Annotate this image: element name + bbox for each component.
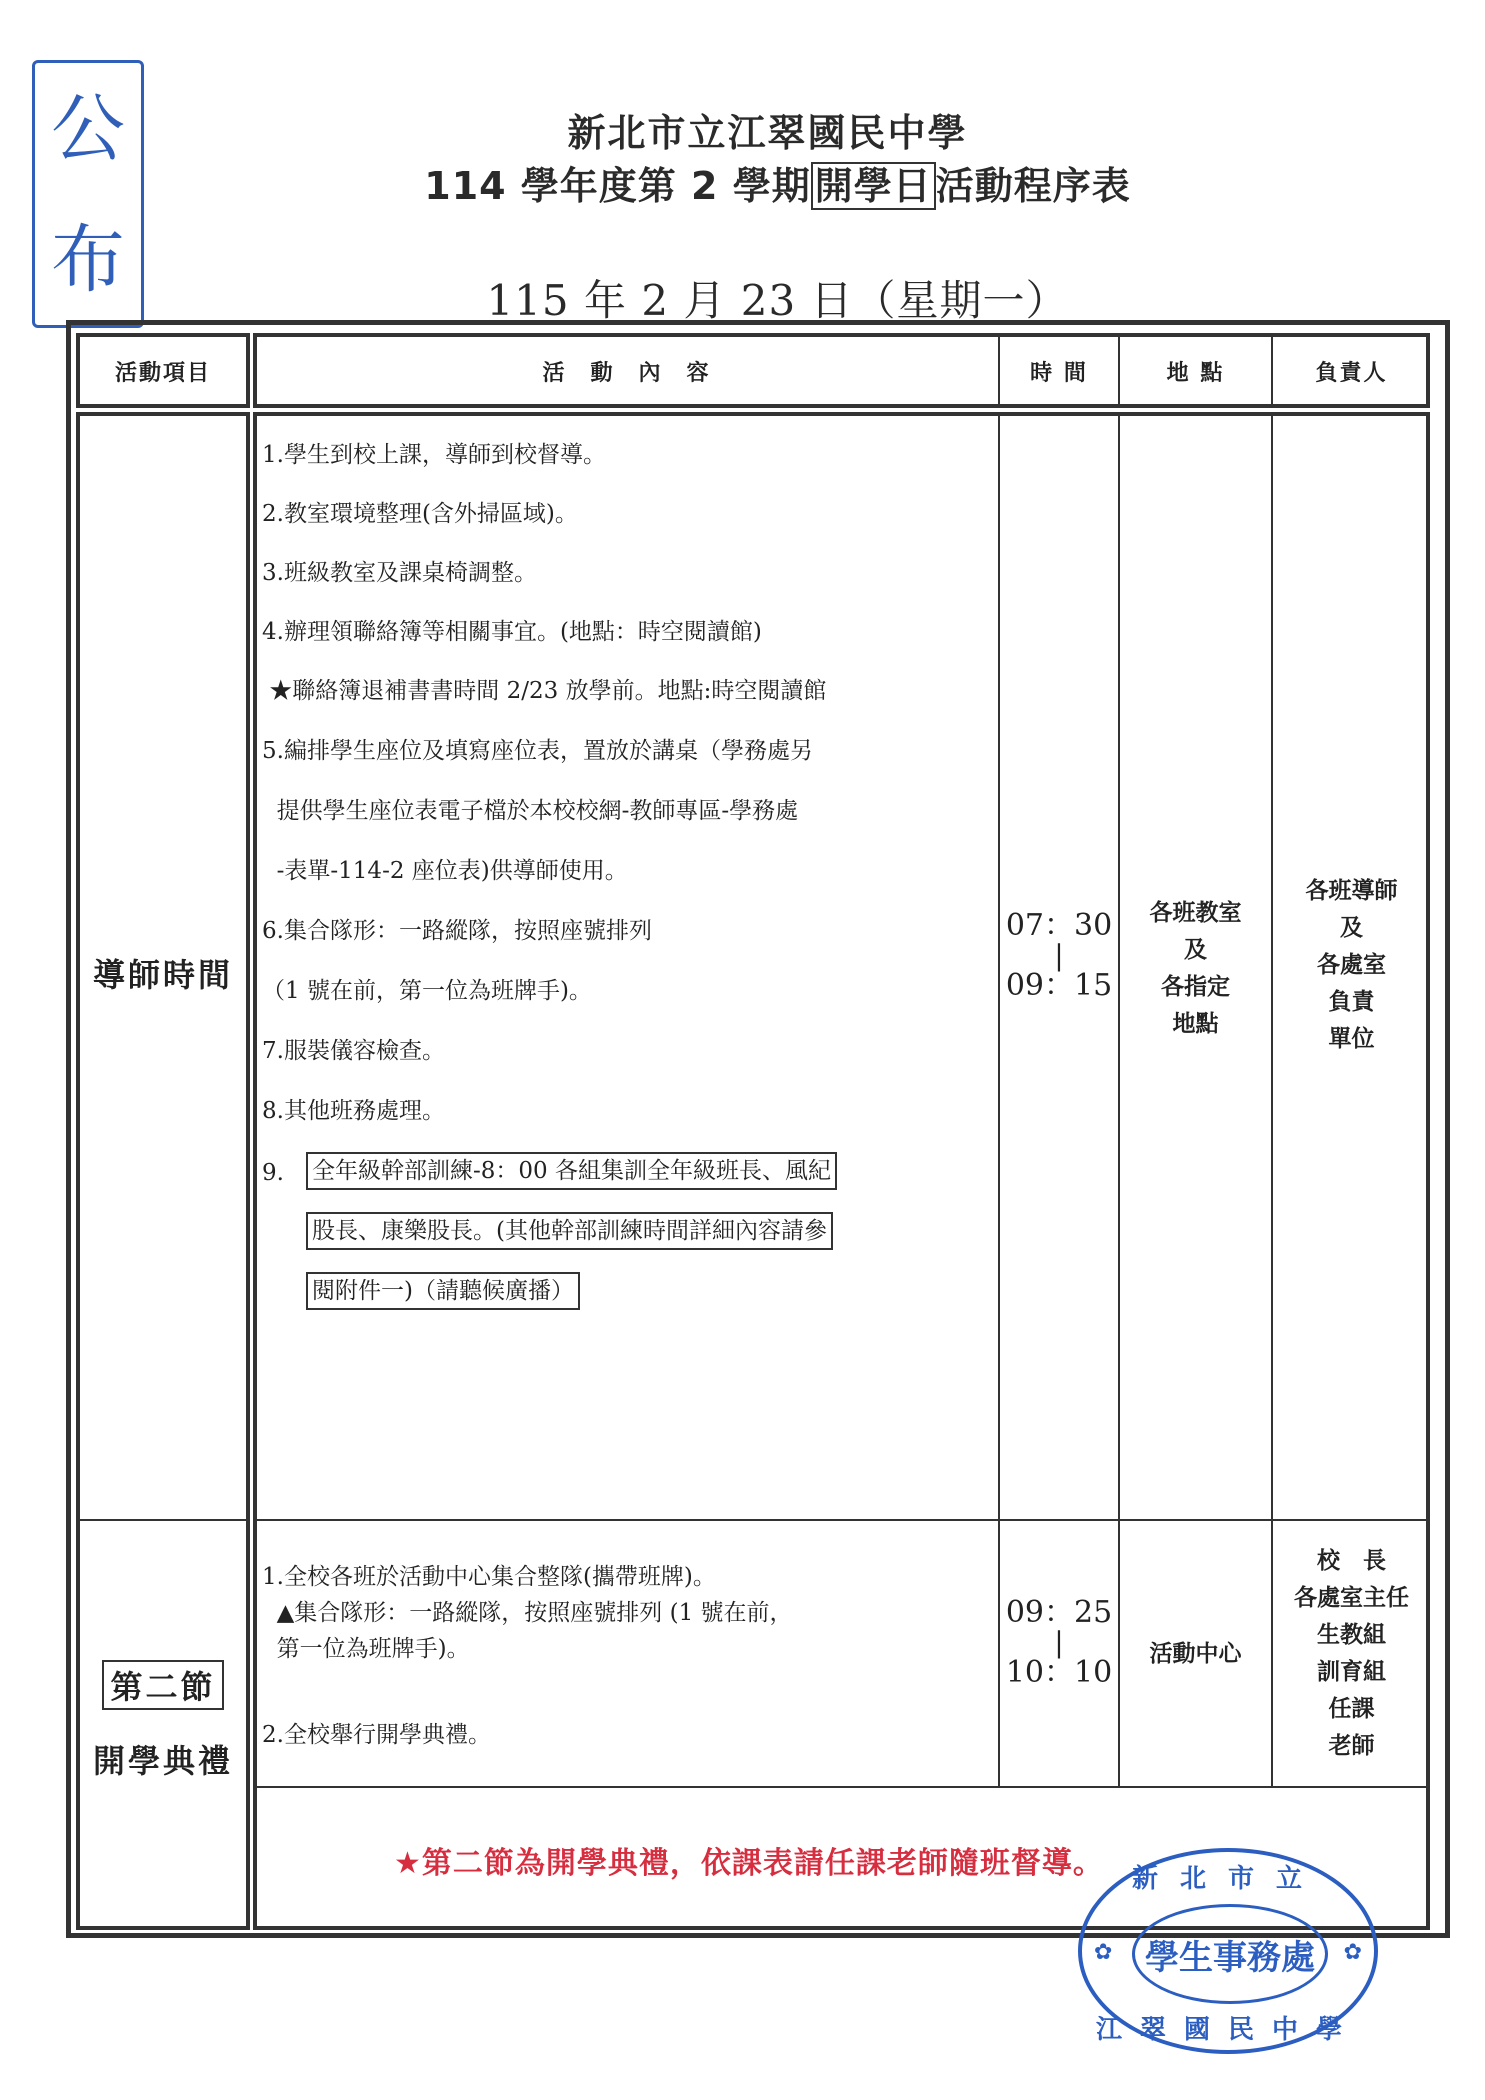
time-start: 09：25: [1005, 1595, 1113, 1630]
event-date: 115 年 2 月 23 日（星期一）: [486, 276, 1069, 325]
section-title-homeroom: 導師時間: [92, 956, 233, 994]
list-item: 第一位為班牌手)。: [262, 1636, 470, 1662]
time-range: [1000, 1595, 1118, 1691]
list-item: 6.集合隊形：一路縱隊，按照座號排列: [262, 918, 652, 944]
seal-center-text: 學生事務處: [1145, 1937, 1315, 1978]
time-start: 07：30: [1005, 908, 1113, 943]
column-header-place: 地 點: [1166, 361, 1225, 386]
body-divider-time: [998, 414, 1000, 1787]
list-item: 1.學生到校上課，導師到校督導。: [262, 442, 606, 468]
ceremony-note: ★第二節為開學典禮，依課表請任課老師隨班督導。: [394, 1846, 1104, 1881]
stamp-char-1: 公: [51, 85, 125, 172]
owner: 校 長 各處室主任 生教組 訓育組 任課 老師: [1294, 1548, 1409, 1759]
list-item: 8.其他班務處理。: [262, 1098, 445, 1124]
body-divider-place: [1118, 414, 1120, 1787]
list-item-boxed: 股長、康樂股長。(其他幹部訓練時間詳細內容請參: [306, 1212, 833, 1250]
list-item: 提供學生座位表電子檔於本校校網-教師專區-學務處: [262, 798, 799, 824]
time-separator: |: [1054, 939, 1064, 972]
list-item: 1.全校各班於活動中心集合整隊(攜帶班牌)。: [262, 1564, 716, 1590]
column-header-content: 活 動 內 容: [542, 361, 711, 386]
column-header-owner: 負責人: [1315, 361, 1388, 386]
section-title-opening: 開學典禮: [92, 1742, 233, 1780]
list-item: 2.教室環境整理(含外掃區域)。: [262, 501, 578, 527]
time-range: [1000, 908, 1118, 1004]
seal-center: [1132, 1904, 1328, 2004]
list-item: 3.班級教室及課桌椅調整。: [262, 560, 537, 586]
plum-blossom-icon: ✿: [1094, 1940, 1113, 1965]
place: 活動中心: [1149, 1641, 1242, 1667]
list-item: -表單-114-2 座位表)供導師使用。: [262, 858, 628, 884]
title-suffix: 活動程序表: [935, 164, 1131, 208]
note-row-divider: [255, 1786, 1428, 1788]
list-item: ▲集合隊形：一路縱隊，按照座號排列 (1 號在前，: [262, 1600, 793, 1626]
time-end: 10：10: [1005, 1655, 1113, 1690]
stamp-char-2: 布: [51, 216, 125, 303]
list-item: 5.編排學生座位及填寫座位表，置放於講桌（學務處另: [262, 738, 813, 764]
seal-top-text: 新北市立: [1131, 1864, 1324, 1894]
list-item-boxed: 全年級幹部訓練-8：00 各組集訓全年級班長、風紀: [306, 1152, 837, 1190]
office-seal: [1078, 1848, 1378, 2054]
time-end: 09：15: [1005, 968, 1113, 1003]
section-title-ceremony: [78, 1660, 248, 1710]
list-item-note: ★聯絡簿退補書書時間 2/23 放學前。地點:時空閱讀館: [262, 678, 827, 704]
list-item-number: 9.: [262, 1160, 284, 1186]
column-header-time: 時 間: [1030, 361, 1088, 386]
seal-bottom-text: 江翠國民中學: [1095, 2015, 1360, 2045]
list-item: 7.服裝儀容檢查。: [262, 1038, 445, 1064]
title-boxed: 開學日: [811, 162, 936, 210]
list-item: 4.辦理領聯絡簿等相關事宜。(地點：時空閱讀館): [262, 619, 762, 645]
school-name: 新北市立江翠國民中學: [567, 111, 968, 155]
time-separator: |: [1054, 1626, 1064, 1659]
list-item-boxed: 閱附件一)（請聽候廣播）: [306, 1272, 580, 1310]
title-prefix: 114 學年度第 2 學期: [424, 164, 811, 208]
place: 各班教室 及 各指定 地點: [1149, 900, 1242, 1037]
list-item: 2.全校舉行開學典禮。: [262, 1722, 491, 1748]
plum-blossom-icon: ✿: [1343, 1940, 1362, 1965]
owner: 各班導師 及 各處室 負責 單位: [1305, 878, 1398, 1052]
left-section-divider: [78, 1519, 248, 1521]
list-item: （1 號在前，第一位為班牌手)。: [262, 978, 592, 1004]
right-section-divider: [255, 1519, 1428, 1521]
period-label: 第二節: [102, 1660, 223, 1710]
document-title: [0, 155, 1485, 210]
column-header-item: 活動項目: [114, 361, 211, 386]
